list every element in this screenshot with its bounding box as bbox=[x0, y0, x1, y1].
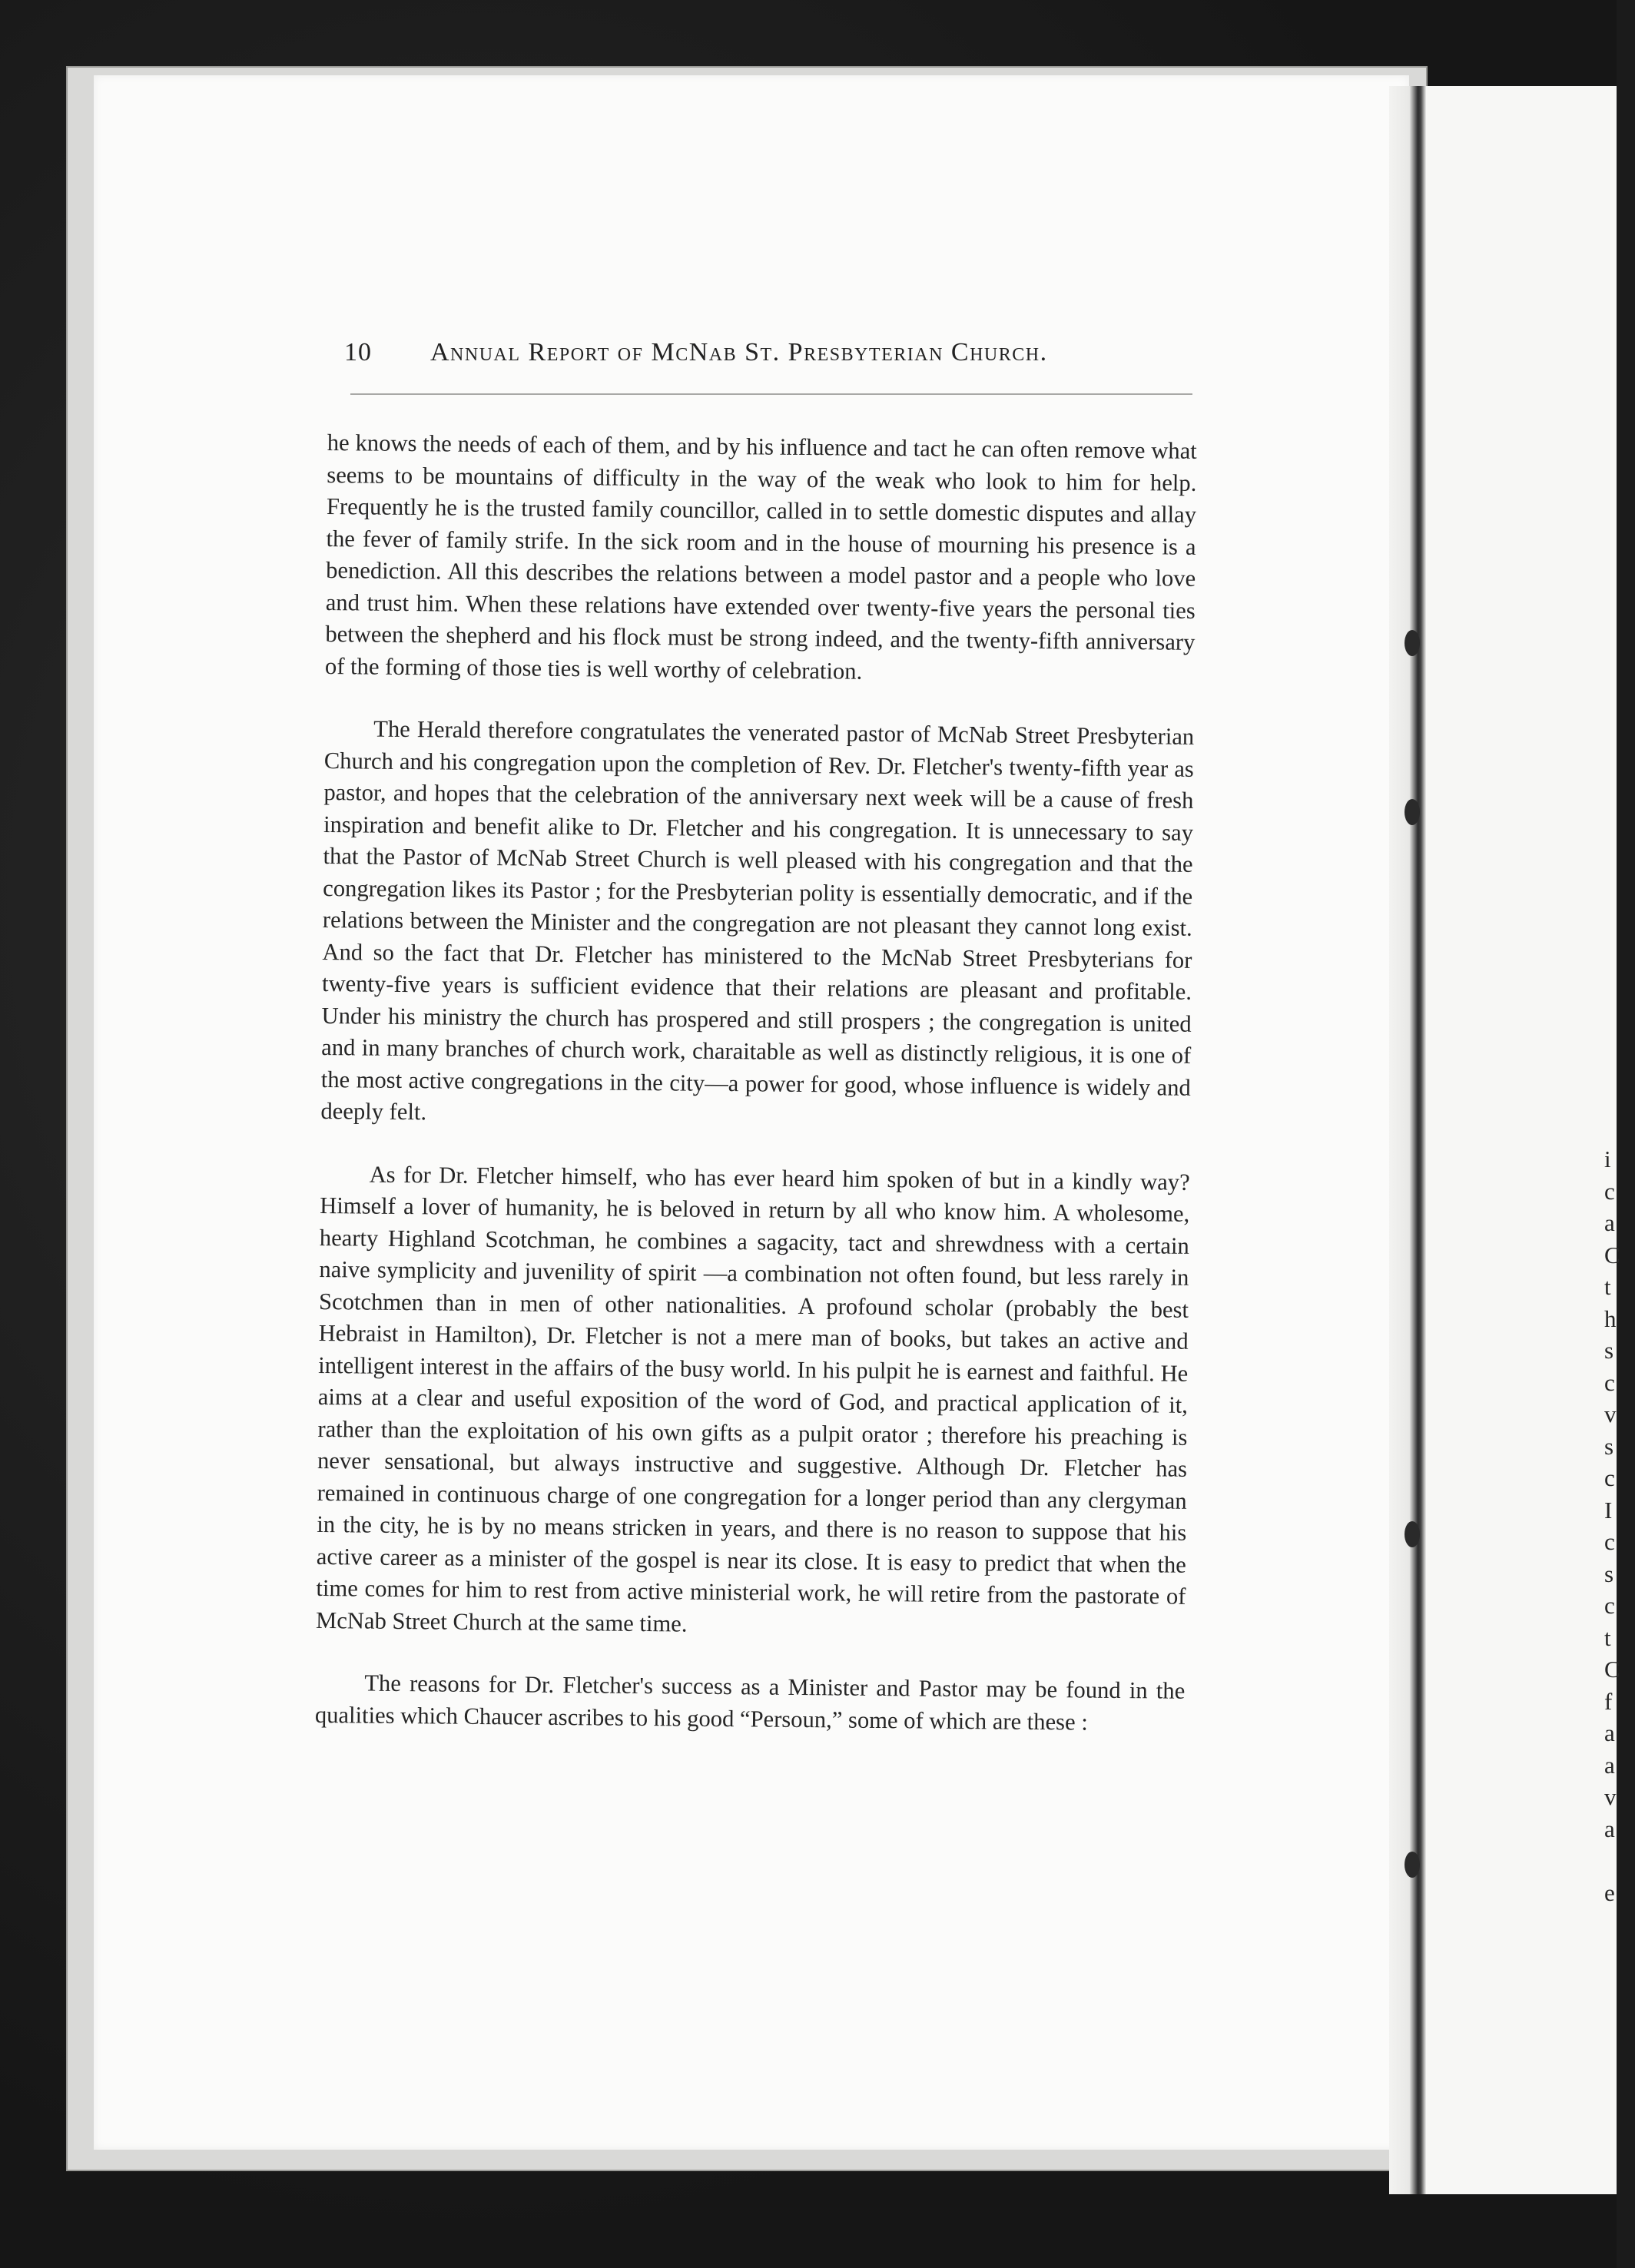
facing-page-letter: s bbox=[1604, 1560, 1614, 1587]
facing-page-letter: h bbox=[1604, 1305, 1617, 1332]
facing-page bbox=[1423, 86, 1617, 2194]
running-head-title: Annual Report of McNab St. Presbyterian Church. bbox=[430, 338, 1048, 366]
facing-page-letter: t bbox=[1604, 1623, 1611, 1651]
facing-page-letter: t bbox=[1604, 1273, 1611, 1300]
running-head bbox=[344, 338, 1197, 376]
binding-stitch bbox=[1405, 630, 1420, 656]
facing-page-letter: c bbox=[1604, 1528, 1615, 1555]
facing-page-letter: a bbox=[1604, 1751, 1615, 1779]
facing-page-letter: e bbox=[1604, 1878, 1615, 1906]
facing-page-letter: v bbox=[1604, 1783, 1617, 1810]
binding-stitch bbox=[1405, 799, 1420, 825]
facing-page-letter: c bbox=[1604, 1177, 1615, 1205]
paragraph: The reasons for Dr. Fletcher's success as a Minister and Pastor may be found in the qualities which Chaucer ascribes to his good “Persoun,” some of which are these : bbox=[314, 1670, 1186, 1736]
facing-page-letter: C bbox=[1604, 1656, 1620, 1683]
facing-page-letter: a bbox=[1604, 1209, 1615, 1236]
body-text bbox=[314, 427, 1197, 1770]
page-number: 10 bbox=[344, 338, 372, 366]
facing-page-letter: c bbox=[1604, 1464, 1615, 1491]
header-rule bbox=[350, 393, 1192, 395]
facing-page-letter: s bbox=[1604, 1432, 1614, 1460]
facing-page-letter: C bbox=[1604, 1241, 1620, 1268]
facing-page-letter: a bbox=[1604, 1719, 1615, 1746]
facing-page-letter: a bbox=[1604, 1815, 1615, 1842]
facing-page-text bbox=[1604, 1143, 1635, 1908]
paragraph: The Herald therefore congratulates the venerated pastor of McNab Street Presbyterian Church and his congregation upon the completion of Rev. Dr. Fletcher's twenty-fifth year as pastor, and hopes that the celebration of the anniversary next week will be a cause of fresh inspiration and benefit alike to Dr. Fletcher and his congregation. It is unnecessary to say that the Pastor of McNab Street Church is well pleased with his congregation and that the congregation likes its Pastor ; for the Presbyterian polity is essentially democratic, and if the relations between the Minister and the congregation are not pleasant they cannot long exist. And so the fact that Dr. Fletcher has ministered to the McNab Street Presbyterians for twenty-five years is sufficient evidence that their relations are pleasant and profitable. Under his ministry the church has prospered and still prospers ; the congregation is united and in many branches of church work, charaitable as well as distinctly religious, it is one of the most active congregations in the city—a power for good, whose influence is widely and deeply felt. bbox=[320, 715, 1195, 1126]
facing-page-letter bbox=[1604, 1845, 1635, 1877]
facing-page-letter: i bbox=[1604, 1146, 1611, 1172]
facing-page-letter: c bbox=[1604, 1592, 1615, 1619]
facing-page-letter: s bbox=[1604, 1337, 1614, 1364]
binding-stitch bbox=[1405, 1852, 1420, 1878]
paragraph: he knows the needs of each of them, and by his influence and tact he can often remove what seems to be mountains of difficulty in the way of the weak who look to him for help. Frequently he is the trusted family councillor, called in to settle domestic disputes and allay the fever of family strife. In the sick room and in the house of mourning his presence is a benediction. All this describes the relations between a model pastor and a people who love and trust him. When these relations have extended over twenty-five years the personal ties between the shepherd and his flock must be strong indeed, and the twenty-fifth anniversary of the forming of those ties is well worthy of celebration. bbox=[324, 429, 1197, 685]
facing-page-letter: v bbox=[1604, 1401, 1617, 1427]
paragraph: As for Dr. Fletcher himself, who has ever heard him spoken of but in a kindly way? Himself a lover of humanity, he is beloved in return by all who know him. A wholesome, hearty Highland Scotchman, he combines a sagacity, tact and shrewdness with a certain naive symplicity and juvenility of spirit —a combination not often found, but less rarely in Scotchmen than in men of other nationalities. A profound scholar (probably the best Hebraist in Hamilton), Dr. Fletcher is not a mere man of books, but takes an active and intelligent interest in the affairs of the busy world. In his pulpit he is earnest and faithful. He aims at a clear and useful exposition of the word of God, and practical application of it, rather than the exploitation of his own gifts as a pulpit orator ; therefore his preaching is never sensational, but always instructive and suggestive. Although Dr. Fletcher has remained in continuous charge of one congregation for a longer period than any clergyman in the city, he is by no means stricken in years, and there is no reason to suppose that his active career as a minister of the gospel is near its close. It is easy to predict that when the time comes for him to rest from active ministerial work, he will retire from the pastorate of McNab Street Church at the same time. bbox=[315, 1161, 1190, 1637]
facing-page-letter: c bbox=[1604, 1368, 1615, 1396]
binding-stitch bbox=[1405, 1521, 1420, 1547]
book-binding bbox=[1389, 86, 1426, 2194]
facing-page-letter: I bbox=[1604, 1496, 1613, 1524]
facing-page-letter: f bbox=[1604, 1687, 1613, 1715]
